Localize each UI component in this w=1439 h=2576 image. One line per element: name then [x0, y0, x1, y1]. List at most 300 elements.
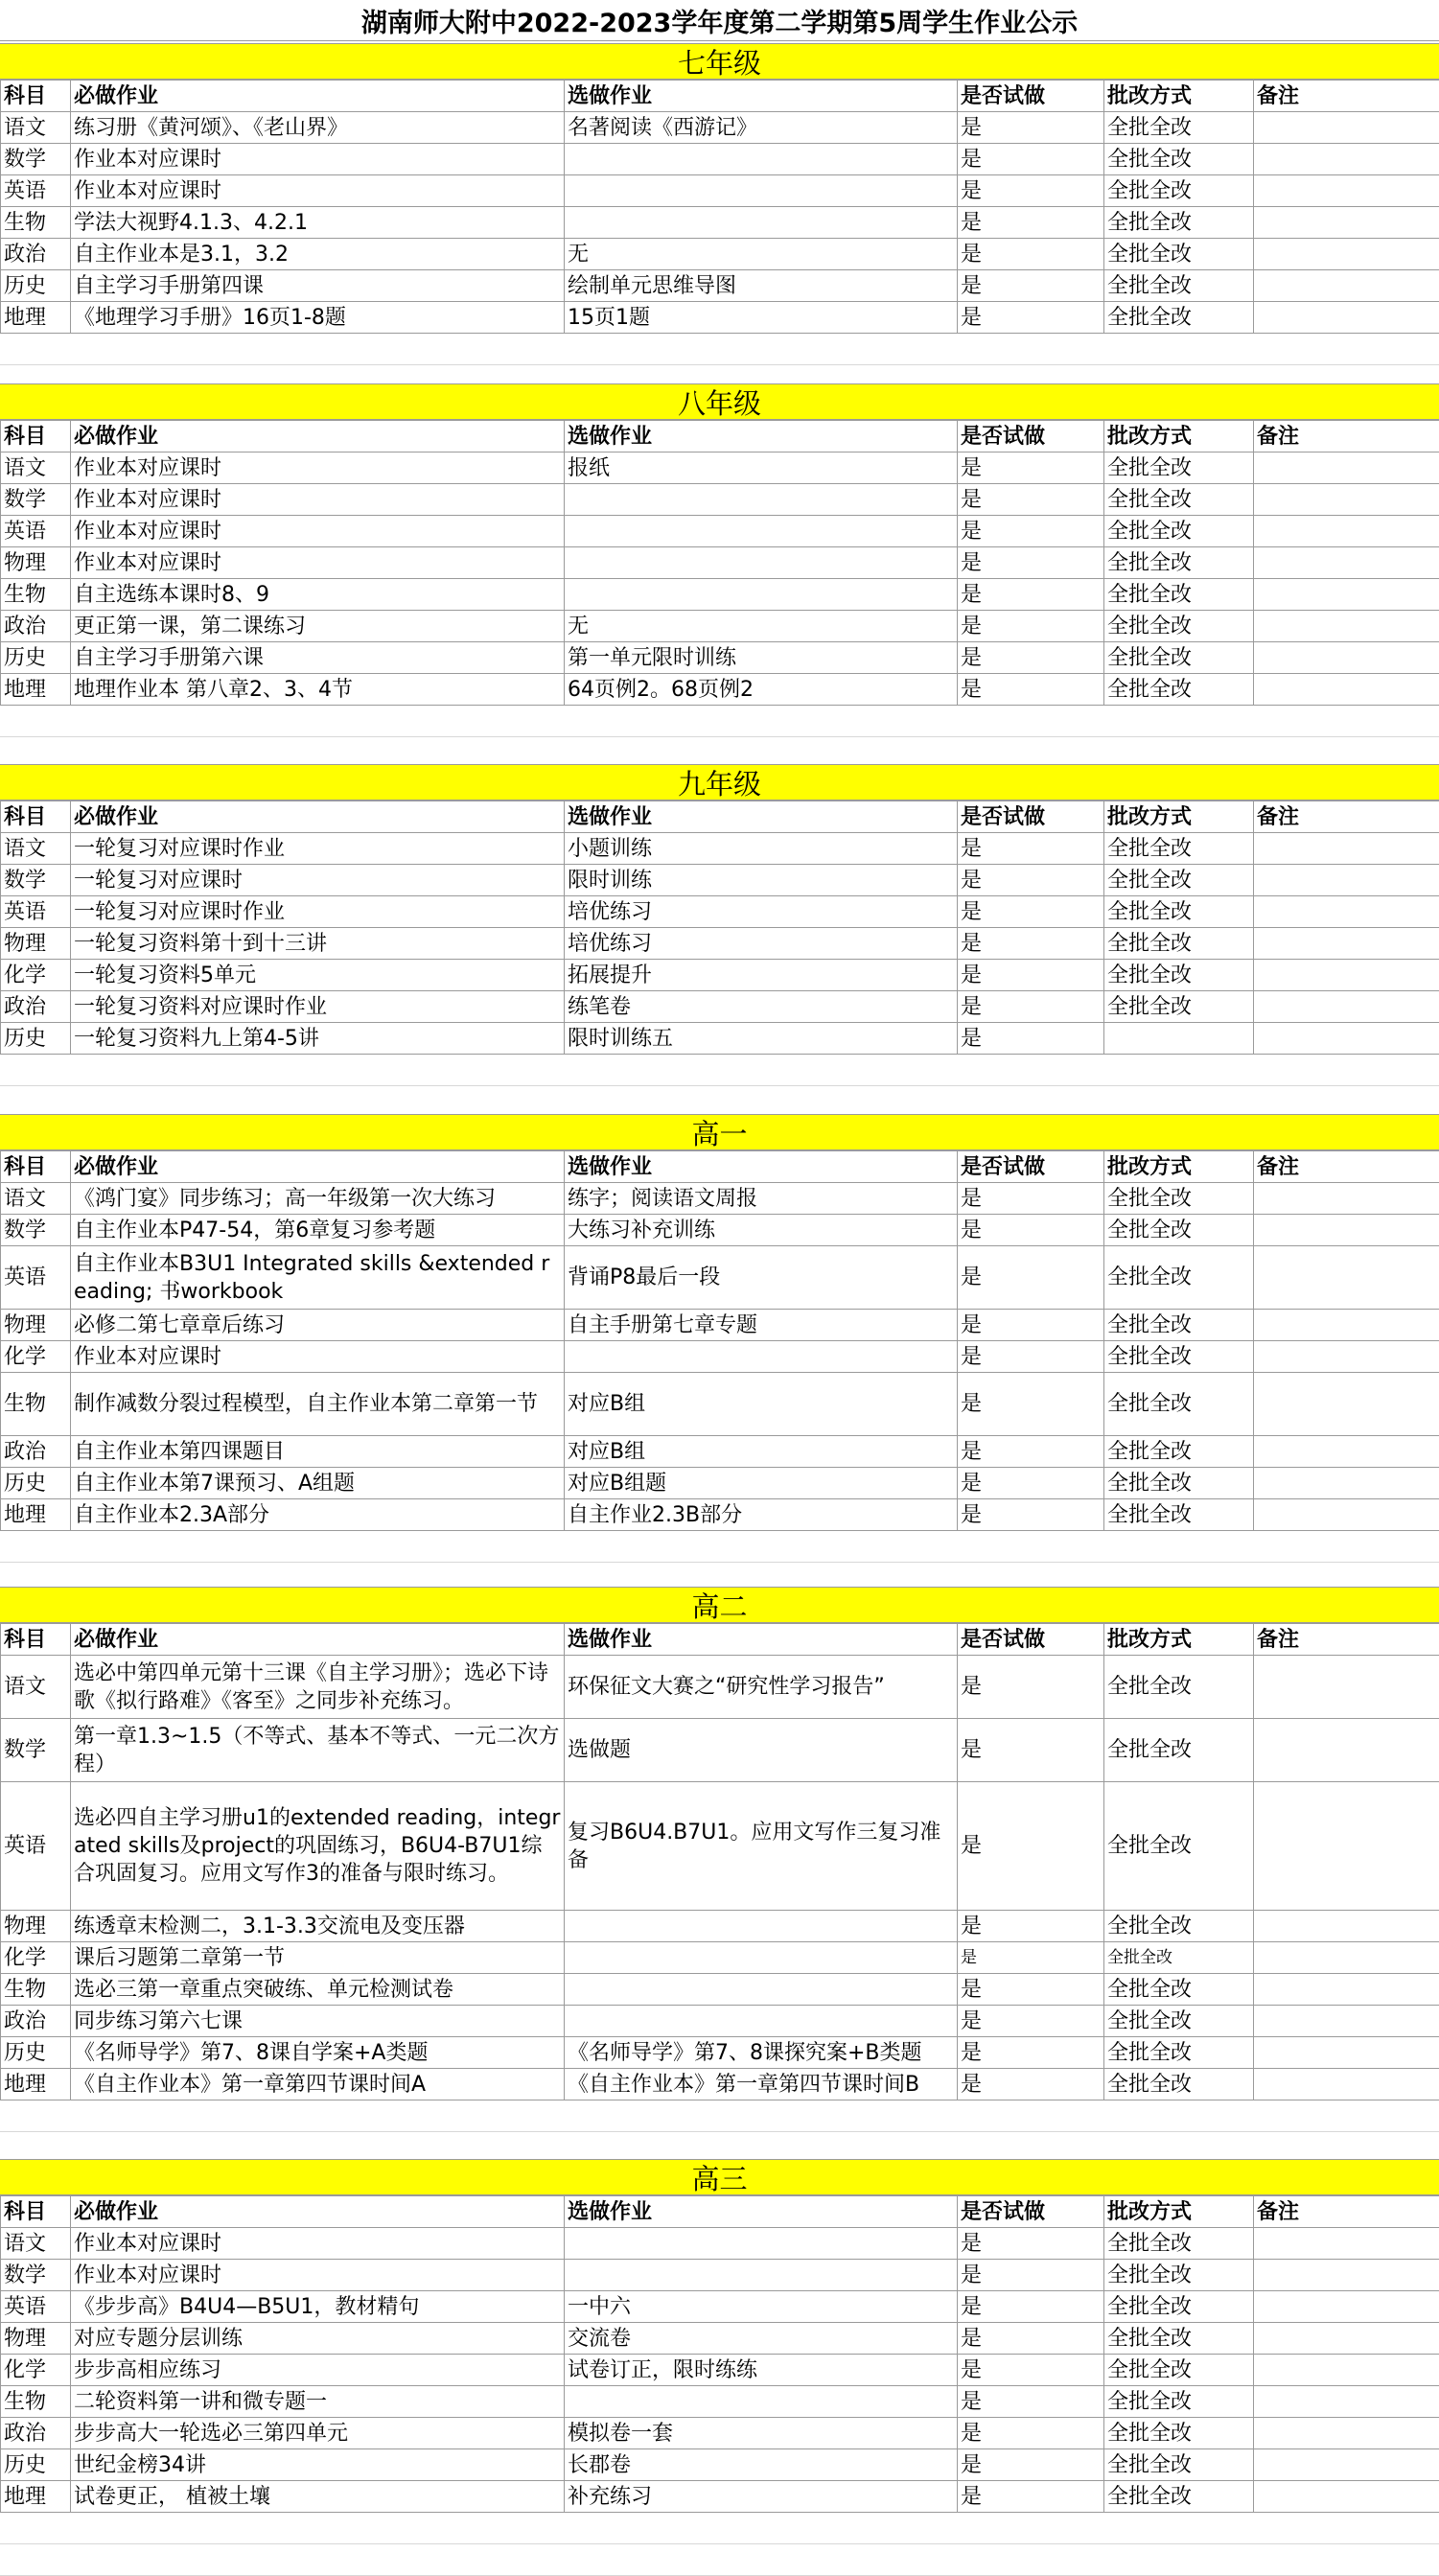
- cell-subject: 化学: [1, 1341, 71, 1373]
- table-row: [1, 833, 1439, 865]
- cell-grading: 全批全改: [1104, 1215, 1254, 1246]
- cell-trial: 是: [958, 516, 1104, 547]
- cell-optional: [565, 484, 958, 516]
- table-row: [1, 144, 1439, 175]
- header-required: 必做作业: [71, 1151, 565, 1183]
- header-grading: 批改方式: [1104, 2196, 1254, 2228]
- cell-subject: 地理: [1, 2481, 71, 2513]
- cell-grading: 全批全改: [1104, 2069, 1254, 2100]
- cell-trial: 是: [958, 144, 1104, 175]
- cell-subject: 语文: [1, 112, 71, 144]
- cell-note: [1254, 642, 1439, 674]
- header-note: 备注: [1254, 421, 1439, 453]
- cell-optional: [565, 1911, 958, 1942]
- cell-trial: 是: [958, 270, 1104, 302]
- header-trial: 是否试做: [958, 1151, 1104, 1183]
- cell-grading: 全批全改: [1104, 516, 1254, 547]
- cell-optional: 一中六: [565, 2291, 958, 2323]
- cell-note: [1254, 2449, 1439, 2481]
- header-note: 备注: [1254, 801, 1439, 833]
- cell-note: [1254, 1942, 1439, 1974]
- cell-subject: 化学: [1, 960, 71, 991]
- table-row: [1, 270, 1439, 302]
- cell-grading: 全批全改: [1104, 2291, 1254, 2323]
- table-row: [1, 2386, 1439, 2418]
- table-row: [1, 865, 1439, 896]
- cell-subject: 历史: [1, 2449, 71, 2481]
- cell-required: 作业本对应课时: [71, 516, 565, 547]
- cell-required: 作业本对应课时: [71, 453, 565, 484]
- cell-required: 一轮复习资料对应课时作业: [71, 991, 565, 1023]
- cell-required: 更正第一课，第二课练习: [71, 611, 565, 642]
- table-row: [1, 1373, 1439, 1436]
- cell-note: [1254, 2481, 1439, 2513]
- cell-note: [1254, 611, 1439, 642]
- cell-trial: 是: [958, 484, 1104, 516]
- cell-note: [1254, 865, 1439, 896]
- table-row: [1, 2481, 1439, 2513]
- header-row: [1, 801, 1439, 833]
- cell-trial: 是: [958, 112, 1104, 144]
- cell-note: [1254, 579, 1439, 611]
- grade-banner: 七年级: [0, 43, 1439, 80]
- header-grading: 批改方式: [1104, 421, 1254, 453]
- cell-required: 作业本对应课时: [71, 484, 565, 516]
- cell-optional: 试卷订正，限时练练: [565, 2355, 958, 2386]
- cell-trial: 是: [958, 642, 1104, 674]
- cell-trial: 是: [958, 2006, 1104, 2037]
- homework-table: [0, 2195, 1439, 2513]
- cell-required: 作业本对应课时: [71, 2228, 565, 2260]
- cell-note: [1254, 1974, 1439, 2006]
- blank-row: [0, 1055, 1439, 1086]
- table-row: [1, 302, 1439, 334]
- header-optional: 选做作业: [565, 801, 958, 833]
- cell-note: [1254, 1023, 1439, 1055]
- grade-banner: 高三: [0, 2159, 1439, 2195]
- header-required: 必做作业: [71, 421, 565, 453]
- cell-subject: 英语: [1, 1782, 71, 1911]
- cell-grading: 全批全改: [1104, 1341, 1254, 1373]
- cell-optional: 报纸: [565, 453, 958, 484]
- table-row: [1, 2291, 1439, 2323]
- cell-grading: 全批全改: [1104, 865, 1254, 896]
- cell-note: [1254, 1468, 1439, 1499]
- cell-subject: 语文: [1, 833, 71, 865]
- cell-trial: 是: [958, 1942, 1104, 1974]
- table-row: [1, 1499, 1439, 1531]
- table-row: [1, 674, 1439, 706]
- cell-grading: 全批全改: [1104, 2260, 1254, 2291]
- cell-trial: 是: [958, 2323, 1104, 2355]
- table-row: [1, 2449, 1439, 2481]
- cell-required: 第一章1.3~1.5（不等式、基本不等式、一元二次方程）: [71, 1719, 565, 1782]
- cell-required: 《名师导学》第7、8课自学案+A类题: [71, 2037, 565, 2069]
- cell-required: 一轮复习资料九上第4-5讲: [71, 1023, 565, 1055]
- cell-grading: 全批全改: [1104, 1468, 1254, 1499]
- blank-row: [0, 334, 1439, 365]
- cell-subject: 英语: [1, 896, 71, 928]
- cell-note: [1254, 991, 1439, 1023]
- cell-grading: 全批全改: [1104, 2323, 1254, 2355]
- cell-required: 试卷更正， 植被土壤: [71, 2481, 565, 2513]
- cell-trial: 是: [958, 547, 1104, 579]
- table-row: [1, 1023, 1439, 1055]
- cell-trial: 是: [958, 896, 1104, 928]
- grade-banner: 高一: [0, 1114, 1439, 1150]
- grade-section: [0, 383, 1439, 769]
- cell-required: 作业本对应课时: [71, 2260, 565, 2291]
- grade-banner: 八年级: [0, 383, 1439, 420]
- cell-trial: 是: [958, 1246, 1104, 1310]
- cell-grading: 全批全改: [1104, 2481, 1254, 2513]
- cell-grading: 全批全改: [1104, 2355, 1254, 2386]
- cell-subject: 生物: [1, 1373, 71, 1436]
- cell-optional: 环保征文大赛之“研究性学习报告”: [565, 1656, 958, 1719]
- cell-optional: 无: [565, 239, 958, 270]
- cell-optional: 15页1题: [565, 302, 958, 334]
- cell-trial: 是: [958, 579, 1104, 611]
- table-row: [1, 1310, 1439, 1341]
- cell-note: [1254, 175, 1439, 207]
- cell-subject: 物理: [1, 2323, 71, 2355]
- cell-grading: 全批全改: [1104, 144, 1254, 175]
- cell-required: 自主作业本是3.1，3.2: [71, 239, 565, 270]
- table-row: [1, 2260, 1439, 2291]
- cell-optional: 练笔卷: [565, 991, 958, 1023]
- cell-subject: 语文: [1, 2228, 71, 2260]
- cell-optional: 无: [565, 611, 958, 642]
- cell-subject: 英语: [1, 516, 71, 547]
- table-row: [1, 2037, 1439, 2069]
- cell-grading: 全批全改: [1104, 2037, 1254, 2069]
- cell-optional: 第一单元限时训练: [565, 642, 958, 674]
- cell-grading: 全批全改: [1104, 484, 1254, 516]
- header-optional: 选做作业: [565, 2196, 958, 2228]
- cell-trial: 是: [958, 2228, 1104, 2260]
- header-grading: 批改方式: [1104, 801, 1254, 833]
- cell-required: 选必三第一章重点突破练、单元检测试卷: [71, 1974, 565, 2006]
- cell-grading: 全批全改: [1104, 1310, 1254, 1341]
- table-row: [1, 112, 1439, 144]
- cell-note: [1254, 2355, 1439, 2386]
- cell-required: 世纪金榜34讲: [71, 2449, 565, 2481]
- table-row: [1, 484, 1439, 516]
- cell-trial: 是: [958, 453, 1104, 484]
- cell-note: [1254, 2006, 1439, 2037]
- cell-note: [1254, 1373, 1439, 1436]
- header-trial: 是否试做: [958, 801, 1104, 833]
- cell-required: 自主作业本B3U1 Integrated skills &extended reading; 书workbook: [71, 1246, 565, 1310]
- homework-table: [0, 80, 1439, 334]
- table-row: [1, 1782, 1439, 1911]
- homework-table: [0, 420, 1439, 706]
- header-subject: 科目: [1, 421, 71, 453]
- cell-grading: 全批全改: [1104, 1911, 1254, 1942]
- cell-grading: [1104, 1023, 1254, 1055]
- cell-required: 《步步高》B4U4—B5U1，教材精句: [71, 2291, 565, 2323]
- cell-required: 步步高大一轮选必三第四单元: [71, 2418, 565, 2449]
- cell-required: 课后习题第二章第一节: [71, 1942, 565, 1974]
- cell-subject: 政治: [1, 2006, 71, 2037]
- cell-trial: 是: [958, 175, 1104, 207]
- cell-grading: 全批全改: [1104, 2386, 1254, 2418]
- cell-trial: 是: [958, 2418, 1104, 2449]
- cell-optional: 模拟卷一套: [565, 2418, 958, 2449]
- cell-note: [1254, 484, 1439, 516]
- cell-subject: 物理: [1, 1911, 71, 1942]
- cell-subject: 语文: [1, 453, 71, 484]
- header-row: [1, 1624, 1439, 1656]
- table-row: [1, 1183, 1439, 1215]
- header-note: 备注: [1254, 2196, 1439, 2228]
- cell-trial: 是: [958, 960, 1104, 991]
- cell-subject: 数学: [1, 2260, 71, 2291]
- header-row: [1, 81, 1439, 112]
- cell-note: [1254, 2323, 1439, 2355]
- cell-subject: 政治: [1, 1436, 71, 1468]
- header-required: 必做作业: [71, 2196, 565, 2228]
- header-note: 备注: [1254, 81, 1439, 112]
- cell-subject: 历史: [1, 1468, 71, 1499]
- cell-optional: 绘制单元思维导图: [565, 270, 958, 302]
- header-optional: 选做作业: [565, 81, 958, 112]
- cell-grading: 全批全改: [1104, 207, 1254, 239]
- cell-required: 自主学习手册第六课: [71, 642, 565, 674]
- cell-trial: 是: [958, 2449, 1104, 2481]
- cell-optional: [565, 516, 958, 547]
- table-row: [1, 1215, 1439, 1246]
- cell-note: [1254, 1499, 1439, 1531]
- cell-optional: 交流卷: [565, 2323, 958, 2355]
- cell-trial: 是: [958, 302, 1104, 334]
- cell-required: 步步高相应练习: [71, 2355, 565, 2386]
- cell-required: 自主作业本第四课题目: [71, 1436, 565, 1468]
- cell-note: [1254, 2069, 1439, 2100]
- cell-optional: [565, 2006, 958, 2037]
- cell-optional: 补充练习: [565, 2481, 958, 2513]
- cell-optional: 《名师导学》第7、8课探究案+B类题: [565, 2037, 958, 2069]
- cell-note: [1254, 1310, 1439, 1341]
- header-trial: 是否试做: [958, 81, 1104, 112]
- cell-trial: 是: [958, 2291, 1104, 2323]
- cell-trial: 是: [958, 1468, 1104, 1499]
- cell-note: [1254, 833, 1439, 865]
- cell-grading: 全批全改: [1104, 674, 1254, 706]
- cell-grading: 全批全改: [1104, 453, 1254, 484]
- cell-note: [1254, 453, 1439, 484]
- table-row: [1, 1942, 1439, 1974]
- homework-table: [0, 1623, 1439, 2100]
- blank-row: [0, 2544, 1439, 2576]
- cell-subject: 历史: [1, 1023, 71, 1055]
- cell-note: [1254, 896, 1439, 928]
- cell-subject: 英语: [1, 1246, 71, 1310]
- header-grading: 批改方式: [1104, 1624, 1254, 1656]
- cell-note: [1254, 2228, 1439, 2260]
- table-row: [1, 207, 1439, 239]
- table-row: [1, 960, 1439, 991]
- cell-note: [1254, 1782, 1439, 1911]
- header-subject: 科目: [1, 2196, 71, 2228]
- cell-subject: 政治: [1, 991, 71, 1023]
- cell-grading: 全批全改: [1104, 1183, 1254, 1215]
- cell-note: [1254, 674, 1439, 706]
- cell-trial: 是: [958, 991, 1104, 1023]
- cell-optional: 限时训练: [565, 865, 958, 896]
- cell-optional: [565, 2260, 958, 2291]
- table-row: [1, 2355, 1439, 2386]
- cell-subject: 物理: [1, 547, 71, 579]
- cell-optional: 自主手册第七章专题: [565, 1310, 958, 1341]
- blank-row: [0, 2513, 1439, 2544]
- cell-subject: 政治: [1, 239, 71, 270]
- cell-grading: 全批全改: [1104, 991, 1254, 1023]
- cell-trial: 是: [958, 1023, 1104, 1055]
- homework-table: [0, 801, 1439, 1055]
- cell-subject: 数学: [1, 144, 71, 175]
- cell-required: 必修二第七章章后练习: [71, 1310, 565, 1341]
- cell-grading: 全批全改: [1104, 1656, 1254, 1719]
- cell-trial: 是: [958, 2260, 1104, 2291]
- cell-optional: 复习B6U4.B7U1。应用文写作三复习准备: [565, 1782, 958, 1911]
- table-row: [1, 896, 1439, 928]
- grade-section: [0, 764, 1439, 1118]
- cell-required: 一轮复习资料第十到十三讲: [71, 928, 565, 960]
- header-trial: 是否试做: [958, 1624, 1104, 1656]
- cell-trial: 是: [958, 865, 1104, 896]
- header-grading: 批改方式: [1104, 81, 1254, 112]
- cell-grading: 全批全改: [1104, 1436, 1254, 1468]
- cell-trial: 是: [958, 1656, 1104, 1719]
- cell-subject: 政治: [1, 611, 71, 642]
- cell-note: [1254, 2386, 1439, 2418]
- cell-note: [1254, 1911, 1439, 1942]
- cell-required: 对应专题分层训练: [71, 2323, 565, 2355]
- cell-optional: 对应B组: [565, 1436, 958, 1468]
- cell-note: [1254, 547, 1439, 579]
- cell-note: [1254, 1719, 1439, 1782]
- cell-subject: 数学: [1, 1215, 71, 1246]
- header-subject: 科目: [1, 81, 71, 112]
- cell-optional: 长郡卷: [565, 2449, 958, 2481]
- cell-optional: 培优练习: [565, 928, 958, 960]
- cell-trial: 是: [958, 1341, 1104, 1373]
- cell-grading: 全批全改: [1104, 2418, 1254, 2449]
- cell-grading: 全批全改: [1104, 112, 1254, 144]
- cell-required: 同步练习第六七课: [71, 2006, 565, 2037]
- cell-subject: 地理: [1, 1499, 71, 1531]
- table-row: [1, 547, 1439, 579]
- cell-optional: [565, 207, 958, 239]
- cell-subject: 英语: [1, 175, 71, 207]
- cell-required: 作业本对应课时: [71, 1341, 565, 1373]
- cell-subject: 化学: [1, 2355, 71, 2386]
- header-subject: 科目: [1, 1151, 71, 1183]
- table-row: [1, 1341, 1439, 1373]
- cell-trial: 是: [958, 1373, 1104, 1436]
- table-row: [1, 516, 1439, 547]
- blank-row: [0, 1531, 1439, 1563]
- cell-trial: 是: [958, 2037, 1104, 2069]
- cell-required: 地理作业本 第八章2、3、4节: [71, 674, 565, 706]
- table-row: [1, 579, 1439, 611]
- cell-optional: [565, 579, 958, 611]
- cell-trial: 是: [958, 1974, 1104, 2006]
- cell-subject: 数学: [1, 1719, 71, 1782]
- header-grading: 批改方式: [1104, 1151, 1254, 1183]
- header-trial: 是否试做: [958, 2196, 1104, 2228]
- cell-optional: 名著阅读《西游记》: [565, 112, 958, 144]
- cell-optional: 培优练习: [565, 896, 958, 928]
- cell-note: [1254, 2037, 1439, 2069]
- cell-required: 作业本对应课时: [71, 547, 565, 579]
- cell-subject: 历史: [1, 2037, 71, 2069]
- page-title: 湖南师大附中2022-2023学年度第二学期第5周学生作业公示: [0, 0, 1439, 41]
- header-row: [1, 1151, 1439, 1183]
- cell-subject: 历史: [1, 270, 71, 302]
- grade-banner: 九年级: [0, 764, 1439, 801]
- cell-grading: 全批全改: [1104, 547, 1254, 579]
- cell-grading: 全批全改: [1104, 960, 1254, 991]
- cell-subject: 化学: [1, 1942, 71, 1974]
- table-row: [1, 1246, 1439, 1310]
- cell-grading: 全批全改: [1104, 2228, 1254, 2260]
- header-required: 必做作业: [71, 801, 565, 833]
- cell-note: [1254, 144, 1439, 175]
- cell-trial: 是: [958, 1719, 1104, 1782]
- cell-required: 《地理学习手册》16页1-8题: [71, 302, 565, 334]
- table-row: [1, 1468, 1439, 1499]
- header-row: [1, 2196, 1439, 2228]
- cell-required: 作业本对应课时: [71, 144, 565, 175]
- cell-grading: 全批全改: [1104, 1373, 1254, 1436]
- cell-subject: 生物: [1, 207, 71, 239]
- cell-subject: 生物: [1, 2386, 71, 2418]
- cell-optional: [565, 2386, 958, 2418]
- cell-note: [1254, 960, 1439, 991]
- cell-subject: 地理: [1, 2069, 71, 2100]
- grade-section: [0, 43, 1439, 397]
- cell-grading: 全批全改: [1104, 642, 1254, 674]
- cell-grading: 全批全改: [1104, 1719, 1254, 1782]
- cell-optional: 自主作业2.3B部分: [565, 1499, 958, 1531]
- header-trial: 是否试做: [958, 421, 1104, 453]
- table-row: [1, 1911, 1439, 1942]
- cell-required: 自主选练本课时8、9: [71, 579, 565, 611]
- header-note: 备注: [1254, 1151, 1439, 1183]
- cell-note: [1254, 1341, 1439, 1373]
- header-optional: 选做作业: [565, 1624, 958, 1656]
- header-subject: 科目: [1, 1624, 71, 1656]
- cell-grading: 全批全改: [1104, 928, 1254, 960]
- cell-required: 一轮复习对应课时作业: [71, 896, 565, 928]
- table-row: [1, 453, 1439, 484]
- cell-note: [1254, 1246, 1439, 1310]
- cell-required: 选必中第四单元第十三课《自主学习册》；选必下诗歌《拟行路难》《客至》之同步补充练习。: [71, 1656, 565, 1719]
- cell-grading: 全批全改: [1104, 611, 1254, 642]
- cell-note: [1254, 1656, 1439, 1719]
- table-row: [1, 1436, 1439, 1468]
- cell-grading: 全批全改: [1104, 1782, 1254, 1911]
- cell-trial: 是: [958, 1911, 1104, 1942]
- cell-grading: 全批全改: [1104, 579, 1254, 611]
- cell-subject: 物理: [1, 928, 71, 960]
- table-row: [1, 991, 1439, 1023]
- cell-note: [1254, 207, 1439, 239]
- cell-optional: 64页例2。68页例2: [565, 674, 958, 706]
- cell-subject: 生物: [1, 579, 71, 611]
